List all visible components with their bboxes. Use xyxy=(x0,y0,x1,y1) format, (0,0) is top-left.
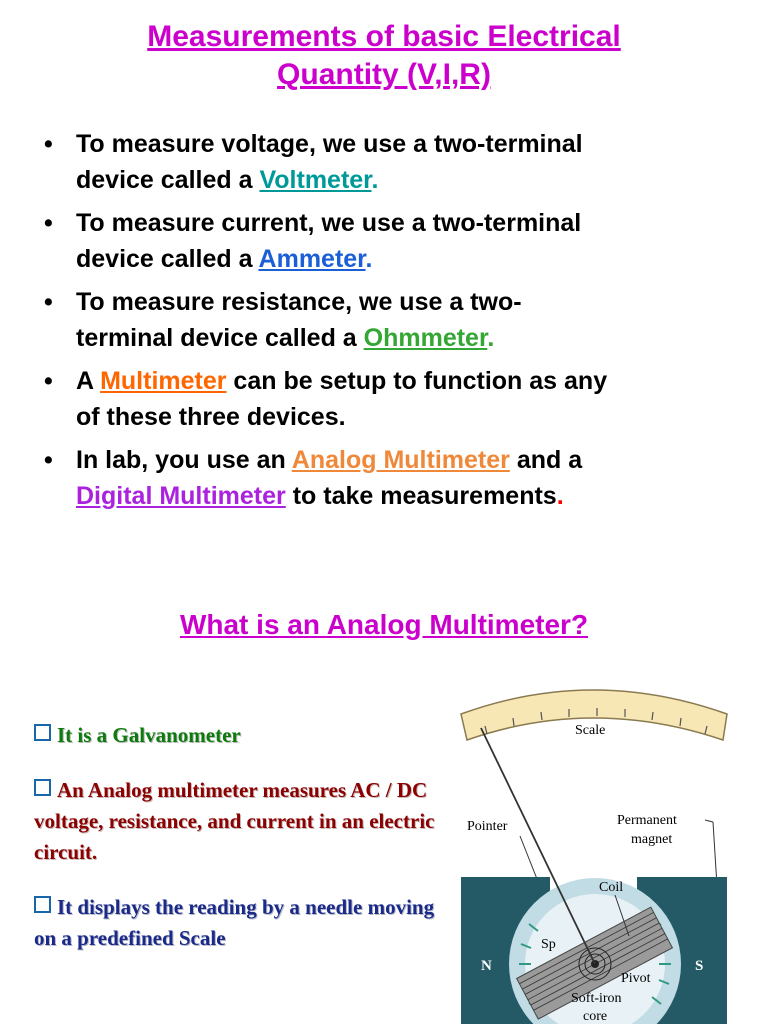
ammeter-term: Ammeter xyxy=(258,245,366,273)
voltmeter-term: Voltmeter xyxy=(259,166,372,194)
label-coil: Coil xyxy=(599,880,624,895)
label-spring: Sp xyxy=(541,937,556,952)
ohmmeter-term: Ohmmeter xyxy=(363,324,488,352)
label-core: core xyxy=(583,1009,608,1024)
bullet-multimeter: • A Multimeter can be setup to function as any of these three devices. xyxy=(44,367,608,431)
label-pointer: Pointer xyxy=(467,819,508,834)
point-measures: An Analog multimeter measures AC / DC voltage, resistance, and current in an electric circuit. xyxy=(34,778,435,864)
title-line-1: Measurements of basic Electrical xyxy=(147,20,621,53)
bullet-lab: • In lab, you use an Analog Multimeter and a Digital Multimeter to take measurements. xyxy=(44,446,583,510)
label-north: N xyxy=(481,958,492,974)
multimeter-term: Multimeter xyxy=(100,367,227,395)
label-scale: Scale xyxy=(575,723,606,738)
title-line-2: Quantity (V,I,R) xyxy=(277,58,491,91)
galvanometer-diagram xyxy=(455,674,755,1024)
label-magnet: magnet xyxy=(631,832,673,847)
bullet-list xyxy=(44,126,744,521)
analog-multimeter-term: Analog Multimeter xyxy=(291,446,510,474)
bullet-ammeter: • To measure current, we use a two-terminal device called a Ammeter. xyxy=(44,209,582,273)
label-soft-iron: Soft-iron xyxy=(571,991,622,1006)
page-title xyxy=(0,18,768,94)
label-pivot: Pivot xyxy=(621,971,651,986)
digital-multimeter-term: Digital Multimeter xyxy=(76,482,286,510)
point-displays: It displays the reading by a needle moving on a predefined Scale xyxy=(34,895,435,950)
checkbox-icon xyxy=(34,724,51,741)
bullet-voltmeter: • To measure voltage, we use a two-terminal device called a Voltmeter. xyxy=(44,130,583,194)
checkbox-icon xyxy=(34,896,51,913)
bullet-ohmmeter: • To measure resistance, we use a two- terminal device called a Ohmmeter. xyxy=(44,288,522,352)
label-south: S xyxy=(695,958,704,974)
point-galvanometer: It is a Galvanometer xyxy=(34,720,444,751)
label-permanent: Permanent xyxy=(617,813,677,828)
section-title: What is an Analog Multimeter? xyxy=(179,609,589,640)
galvanometer-points xyxy=(34,720,444,978)
checkbox-icon xyxy=(34,779,51,796)
